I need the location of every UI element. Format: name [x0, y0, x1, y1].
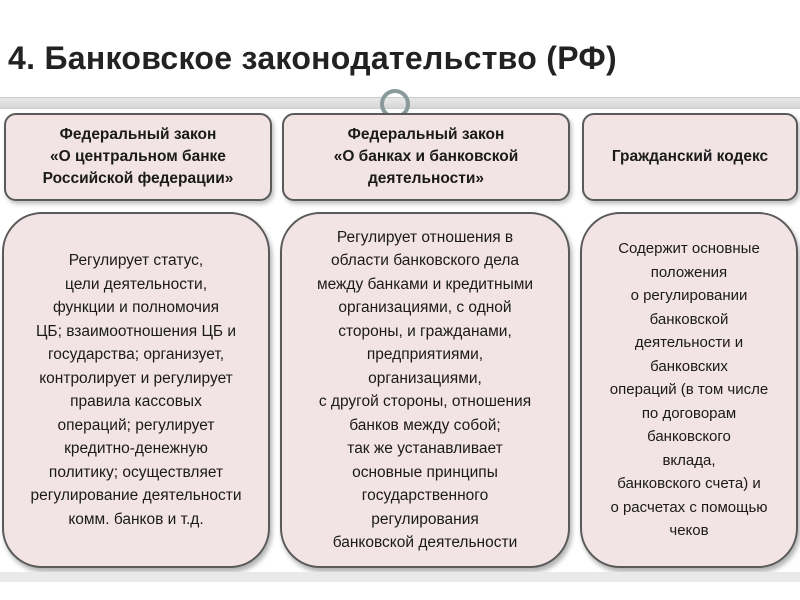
law-heading-central-bank: [4, 113, 272, 201]
law-description-banks: [280, 212, 570, 568]
slide-title: 4. Банковское законодательство (РФ): [8, 40, 617, 76]
footer-stripe: [0, 572, 800, 582]
law-heading-civil-code: [582, 113, 798, 201]
law-description-text: Регулирует статус, цели деятельности, функции и полномочия ЦБ; взаимоотношения ЦБ и государства; организует, контролирует и регулирует правила кассовых операций; регулирует кредитно-денежную политику; осуществляет регулирование деятельности комм. банков и т.д.: [30, 252, 242, 528]
law-description-text: Регулирует отношения в области банковского дела между банками и кредитными организациями, с одной стороны, и гражданами, предприятиями, организациями, с другой стороны, отношения банков между собой; так же устанавливает основные принципы государственного регулирования банковской деятельности: [316, 228, 534, 551]
law-description-civil-code: [580, 212, 798, 568]
law-heading-banks: [282, 113, 570, 201]
law-description-central-bank: [2, 212, 270, 568]
law-heading-text: Федеральный закон «О центральном банке Российской федерации»: [42, 126, 234, 187]
law-description-text: Содержит основные положения о регулировании банковской деятельности и банковских операций (в том числе по договорам банковского вклада, банковского счета) и о расчетах с помощью чеков: [609, 240, 769, 540]
law-heading-text: Гражданский кодекс: [611, 148, 769, 165]
law-heading-text: Федеральный закон «О банках и банковской деятельности»: [333, 126, 519, 187]
